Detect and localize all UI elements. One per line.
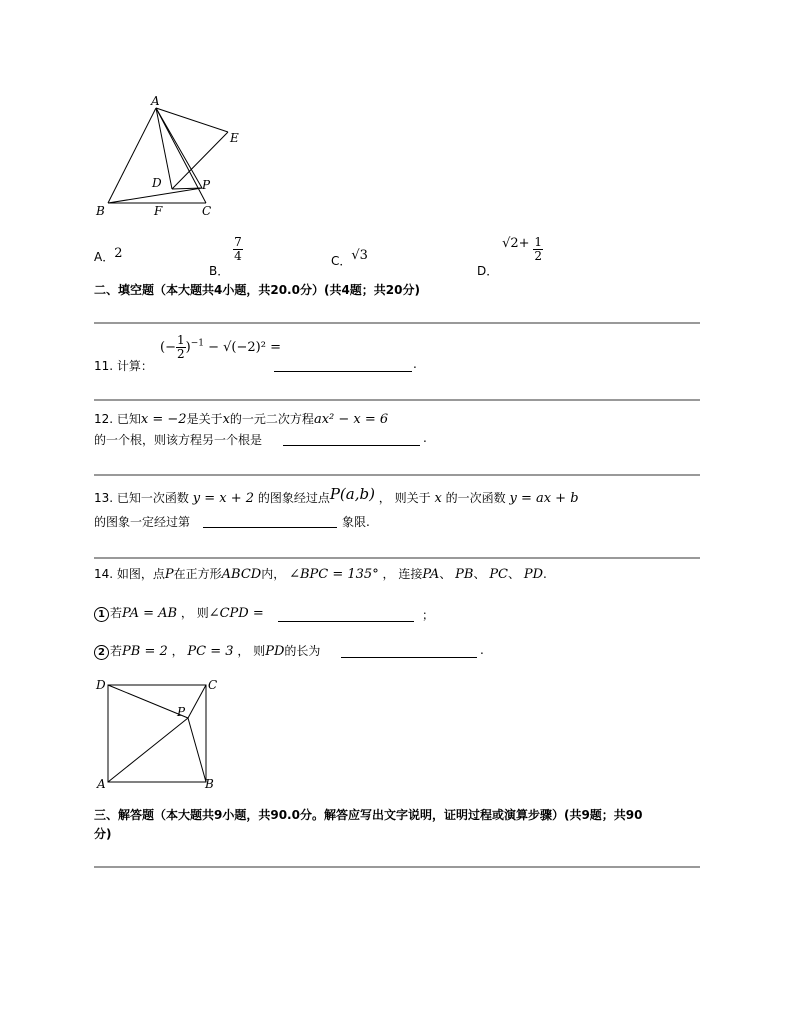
label-F: F xyxy=(154,204,163,218)
q11-period: . xyxy=(413,357,417,371)
q14-sub2: 2 若PB = 2 ， PC = 3 ， 则PD的长为 xyxy=(94,642,320,660)
q12-line2: 的一个根，则该方程另一个根是 xyxy=(94,433,263,447)
label-P: P xyxy=(202,178,211,192)
option-c xyxy=(331,246,368,268)
q11-answer-blank[interactable] xyxy=(274,371,412,372)
q14-sub1-answer-blank[interactable] xyxy=(278,621,414,622)
q13-line2-prefix: 的图象一定经过第 xyxy=(94,515,191,529)
option-c-label: C． xyxy=(331,254,352,268)
option-b xyxy=(209,235,243,278)
label-B: B xyxy=(96,204,105,218)
section3-heading-line1: 三、解答题（本大题共9小题，共90.0分。解答应写出文字说明，证明过程或演算步骤）(共9题；共90 xyxy=(94,808,643,822)
divider xyxy=(94,474,700,476)
option-d: D． √2+ $\frac{1}{2}$ xyxy=(477,235,543,278)
q12-period: . xyxy=(423,431,427,445)
q12-line1: 12. 已知x = −2是关于x的一元二次方程ax² − x = 6 xyxy=(94,412,389,427)
square-figure xyxy=(92,674,222,794)
q11-number: 11. 计算： xyxy=(94,359,153,373)
label-B: B xyxy=(205,777,214,791)
q13-answer-blank[interactable] xyxy=(203,527,337,528)
option-d-fraction: $\frac{1}{2}$ xyxy=(534,235,543,263)
triangle-figure xyxy=(90,92,250,222)
q14-intro: 14. 如图，点P在正方形ABCD内， ∠BPC = 135° ， 连接PA、 PB、 PC、 PD. xyxy=(94,567,547,582)
option-a-label: A． xyxy=(94,250,115,264)
label-P: P xyxy=(177,705,186,719)
q14-sub1: 1 若PA = AB ， 则∠CPD = xyxy=(94,604,264,622)
section2-heading: 二、填空题（本大题共4小题，共20.0分）(共4题；共20分) xyxy=(94,283,420,297)
q14-sub1-end: ； xyxy=(422,608,435,622)
option-d-label: D． xyxy=(477,264,499,278)
label-E: E xyxy=(230,131,239,145)
label-D: D xyxy=(152,176,162,190)
label-C: C xyxy=(202,204,212,218)
q14-sub2-end: . xyxy=(480,643,484,657)
option-a xyxy=(94,248,123,265)
label-A: A xyxy=(151,94,160,108)
divider xyxy=(94,866,700,868)
divider xyxy=(94,557,700,559)
circled-number-2: 2 xyxy=(94,645,109,660)
option-a-value: 2 xyxy=(114,246,123,261)
option-d-radical: √2 xyxy=(502,236,519,251)
label-A: A xyxy=(97,777,106,791)
q11-expression: (− $\frac{1}{2}$ )$^{-1}$ − √(−2)² = xyxy=(160,333,281,361)
divider xyxy=(94,399,700,401)
q13-line2-suffix: 象限. xyxy=(342,515,370,529)
section3-heading-line2: 分) xyxy=(94,827,112,841)
circled-number-1: 1 xyxy=(94,607,109,622)
q13-line1: 13. 已知一次函数 y = x + 2 的图象经过点P(a,b) ， 则关于 x 的一次函数 y = ax + b xyxy=(94,485,579,506)
label-C: C xyxy=(208,678,218,692)
q12-answer-blank[interactable] xyxy=(283,445,420,446)
label-D: D xyxy=(96,678,106,692)
option-b-fraction: $\frac{7}{4}$ xyxy=(234,235,242,263)
option-b-label: B． xyxy=(209,264,230,278)
q14-sub2-answer-blank[interactable] xyxy=(341,657,477,658)
divider xyxy=(94,322,700,324)
option-c-value: √3 xyxy=(351,248,368,263)
